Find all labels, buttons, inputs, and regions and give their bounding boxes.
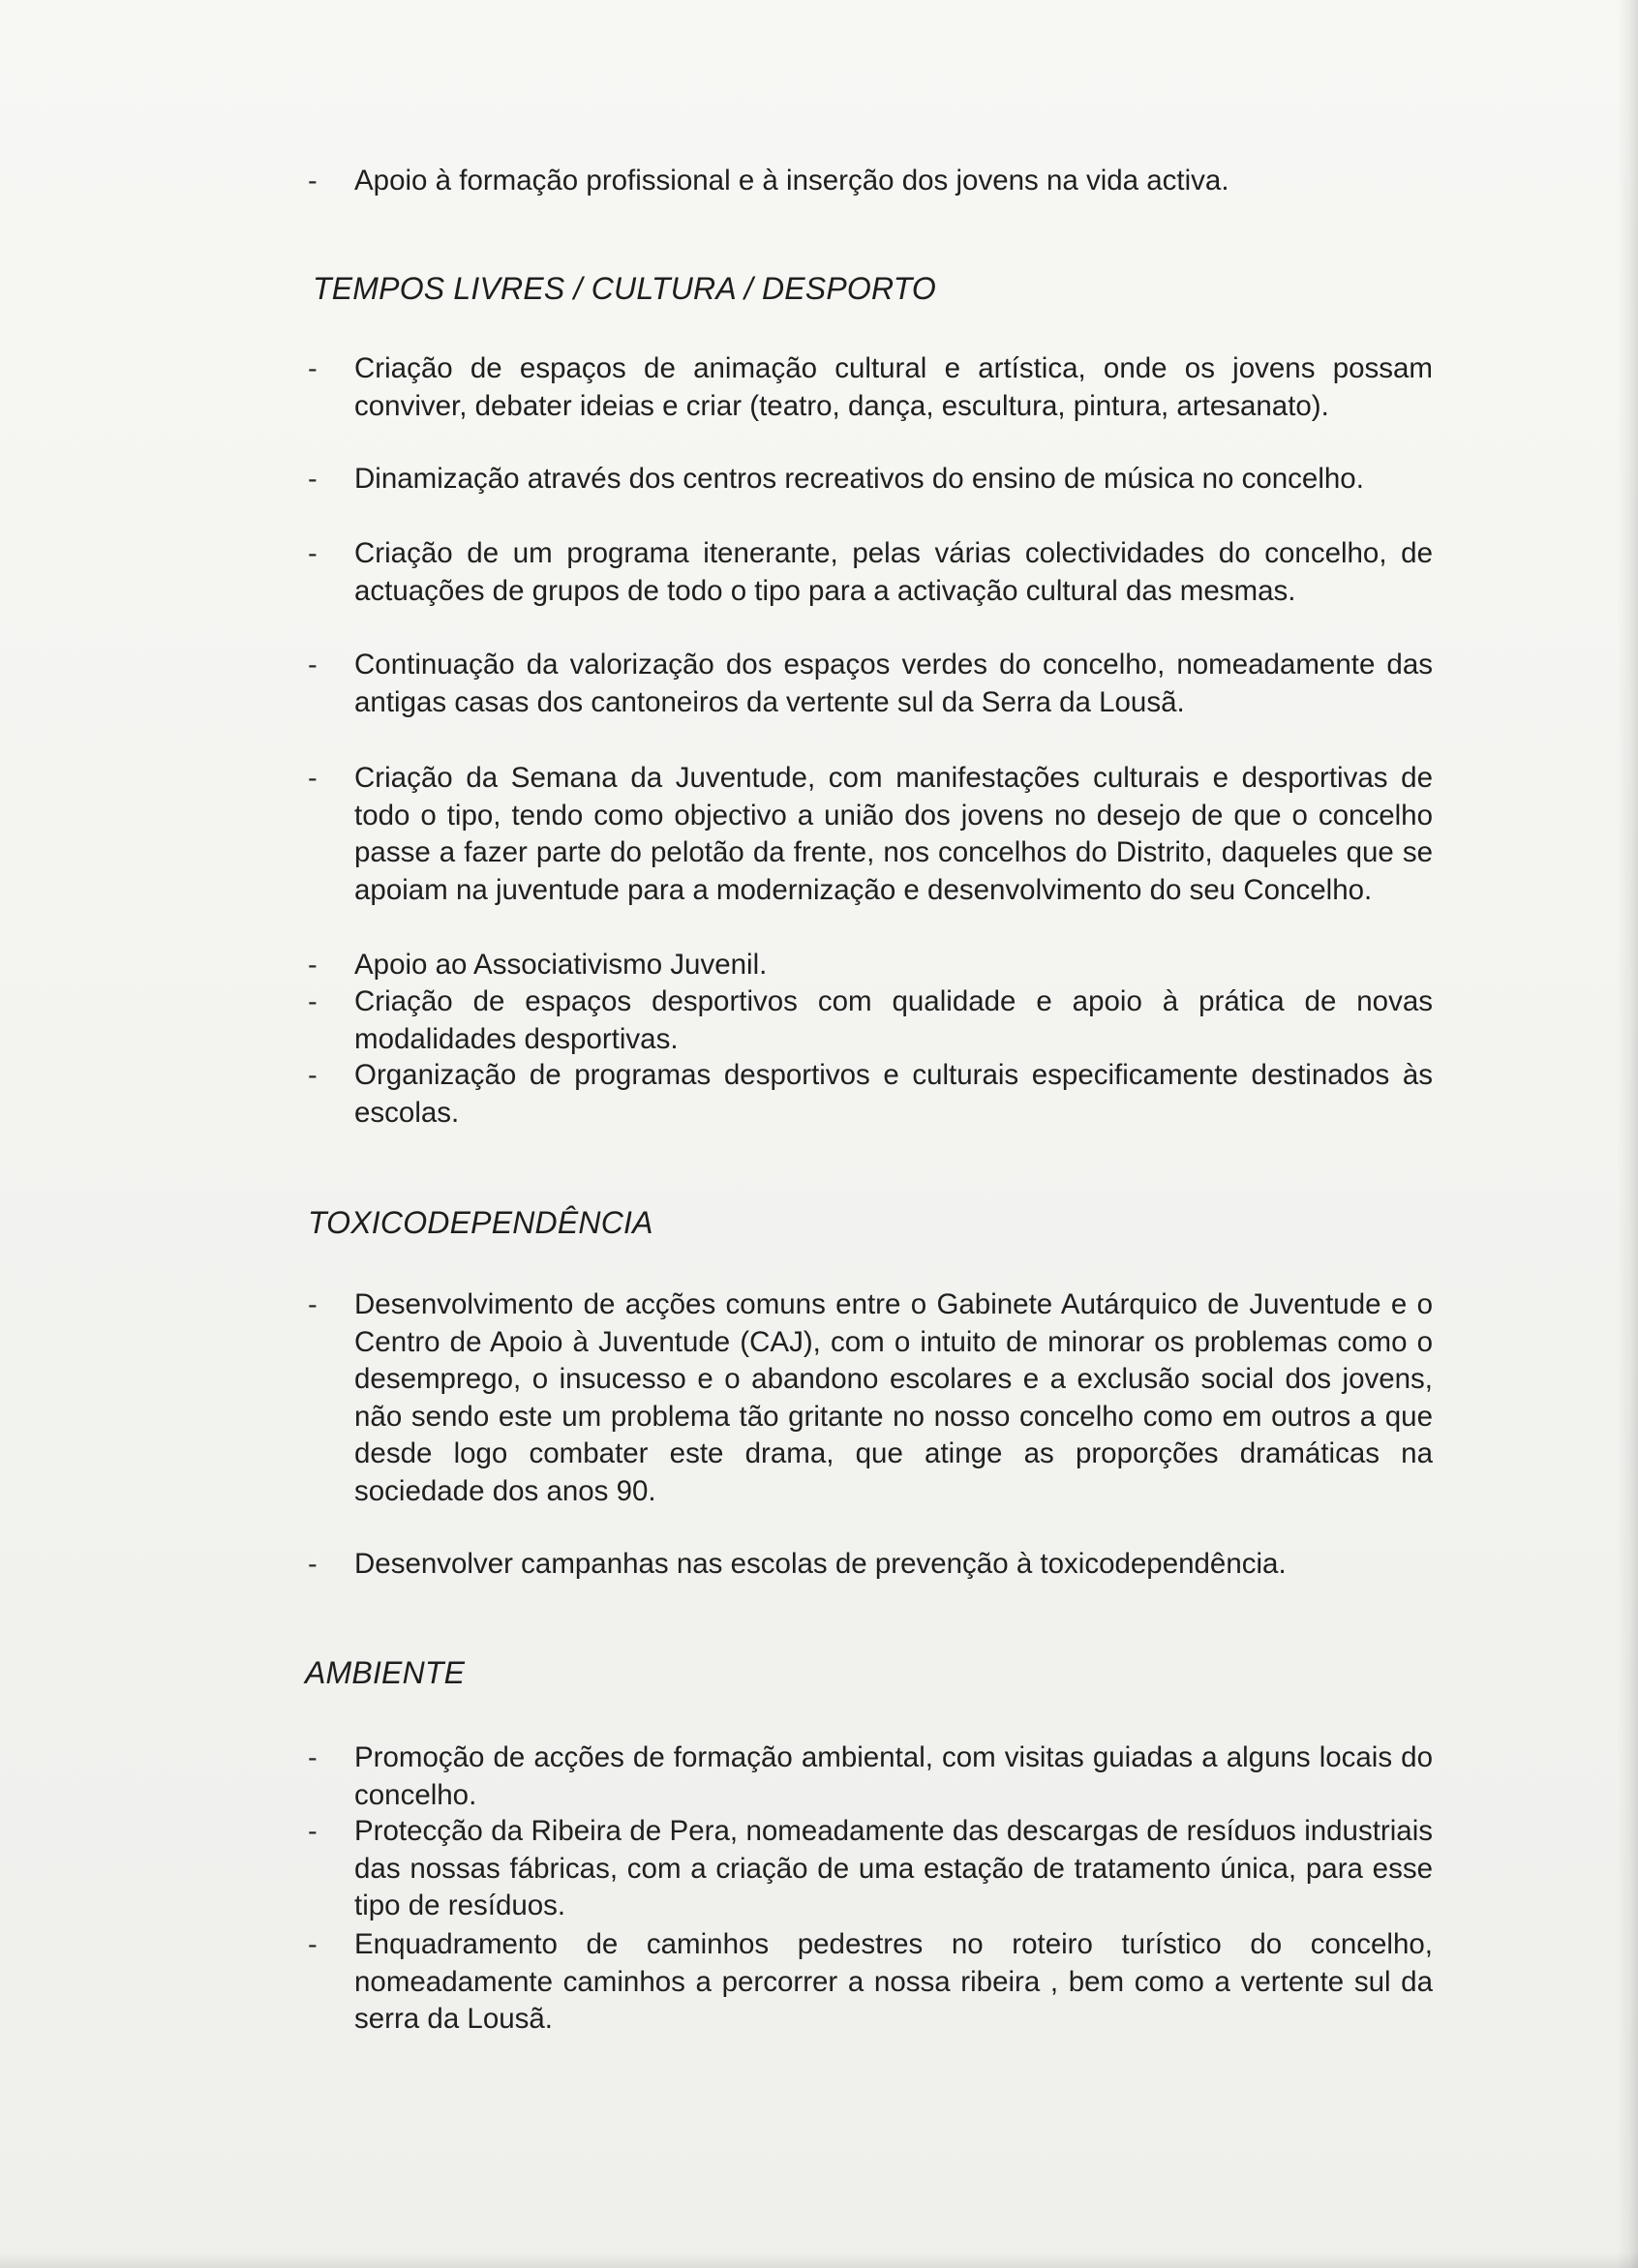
list-item-text: Desenvolvimento de acções comuns entre o Gabinete Autárquico de Juventude e o Centro de Apoio à Juventude (CAJ), com o intuito de minorar os problemas como o desemprego, o insucesso e o abandono escolares e a exclusão social dos jovens, não sendo este um problema tão gritante no nosso concelho como em outros a que desde logo combater este drama, que atinge as proporções dramáticas na sociedade dos anos 90. [354,1288,1433,1507]
bullet-dash: - [308,1816,318,1847]
bullet-dash: - [308,464,318,495]
list-item-text: Criação de um programa itenerante, pelas várias colectividades do concelho, de actuações de grupos de todo o tipo para a activação cultural das mesmas. [354,537,1433,607]
bullet-dash: - [308,1549,318,1580]
bullet-dash: - [308,1929,318,1960]
list-item-text: Apoio ao Associativismo Juvenil. [354,949,768,981]
list-item-text: Protecção da Ribeira de Pera, nomeadamente das descargas de resíduos industriais das nossas fábricas, com a criação de uma estação de tratamento única, para esse tipo de resíduos. [354,1815,1433,1921]
bullet-dash: - [308,1289,318,1320]
list-item-text: Continuação da valorização dos espaços verdes do concelho, nomeadamente das antigas casas dos cantoneiros da vertente sul da Serra da Lousã. [354,649,1433,718]
list-item-text: Organização de programas desportivos e culturais especificamente destinados às escolas. [354,1059,1433,1129]
list-item-text: Promoção de acções de formação ambiental, com visitas guiadas a alguns locais do concelho. [354,1741,1433,1811]
bullet-dash: - [308,763,318,794]
bullet-dash: - [308,650,318,680]
list-item-text: Desenvolver campanhas nas escolas de prevenção à toxicodependência. [354,1548,1287,1580]
section-title-toxicodependencia: TOXICODEPENDÊNCIA [308,1205,653,1240]
list-item-text: Criação de espaços de animação cultural e artística, onde os jovens possam conviver, debater ideias e criar (teatro, dança, escultura, pintura, artesanato). [354,352,1433,422]
list-item-text: Criação de espaços desportivos com qualidade e apoio à prática de novas modalidades desportivas. [354,985,1433,1055]
list-item-text: Dinamização através dos centros recreativos do ensino de música no concelho. [354,463,1364,495]
bullet-dash: - [308,353,318,384]
bullet-dash: - [308,950,318,981]
bullet-dash: - [308,1742,318,1773]
section-title-ambiente: AMBIENTE [305,1655,466,1690]
bullet-dash: - [308,538,318,569]
list-item-text: Apoio à formação profissional e à inserção dos jovens na vida activa. [354,165,1229,197]
list-item-text: Enquadramento de caminhos pedestres no roteiro turístico do concelho, nomeadamente caminhos a percorrer a nossa ribeira , bem como a vertente sul da serra da Lousã. [354,1928,1433,2035]
bullet-dash: - [308,1060,318,1091]
bullet-dash: - [308,166,318,197]
list-item-text: Criação da Semana da Juventude, com manifestações culturais e desportivas de todo o tipo, tendo como objectivo a união dos jovens no desejo de que o concelho passe a fazer parte do pelotão da frente, nos concelhos do Distrito, daqueles que se apoiam na juventude para a modernização e desenvolvimento do seu Concelho. [354,762,1433,906]
section-title-tempos-livres: TEMPOS LIVRES / CULTURA / DESPORTO [313,271,936,306]
bullet-dash: - [308,986,318,1017]
